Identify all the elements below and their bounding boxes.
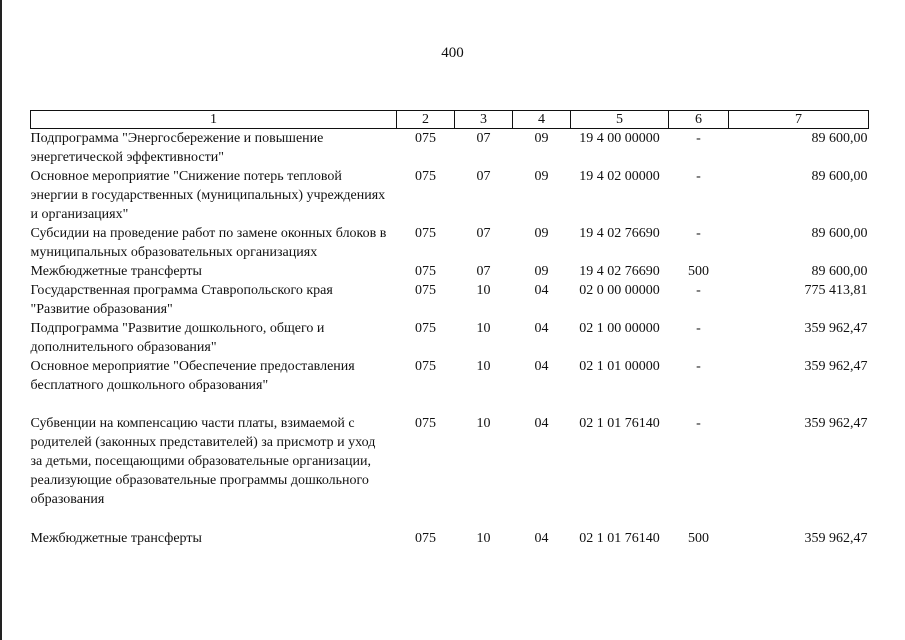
row-col-3: 07 xyxy=(476,226,491,241)
table-header-row xyxy=(31,111,869,129)
row-col-5: 19 4 02 76690 xyxy=(579,264,660,279)
row-col-7: 775 413,81 xyxy=(804,283,868,298)
row-col-7: 89 600,00 xyxy=(811,131,868,146)
row-col-3: 10 xyxy=(476,359,491,374)
row-col-6: - xyxy=(696,359,701,374)
row-col-6: - xyxy=(696,131,701,146)
column-header-4: 4 xyxy=(513,111,571,129)
row-col-5: 19 4 02 00000 xyxy=(579,169,660,184)
row-col-4: 09 xyxy=(534,131,549,146)
row-name: Основное мероприятие "Снижение потерь тепловой энергии в государственных (муниципальных) учреждениях и организациях" xyxy=(30,169,386,222)
row-col-7: 359 962,47 xyxy=(804,531,868,546)
row-col-3: 10 xyxy=(476,321,491,336)
row-col-4: 09 xyxy=(534,264,549,279)
row-col-5: 02 1 01 00000 xyxy=(579,359,660,374)
row-col-4: 04 xyxy=(534,283,549,298)
row-name: Субсидии на проведение работ по замене оконных блоков в муниципальных образовательных организациях xyxy=(30,226,387,260)
row-name: Подпрограмма "Развитие дошкольного, общего и дополнительного образования" xyxy=(30,321,325,355)
row-col-2: 075 xyxy=(415,531,436,546)
table-row xyxy=(31,357,869,414)
row-col-2: 075 xyxy=(415,359,436,374)
row-col-2: 075 xyxy=(415,264,436,279)
row-col-5: 02 1 01 76140 xyxy=(579,416,660,431)
row-col-3: 10 xyxy=(476,531,491,546)
table-row xyxy=(31,319,869,357)
row-name: Межбюджетные трансферты xyxy=(30,531,202,546)
row-col-4: 04 xyxy=(534,416,549,431)
table-row xyxy=(31,281,869,319)
row-col-6: - xyxy=(696,283,701,298)
row-col-7: 89 600,00 xyxy=(811,169,868,184)
row-col-2: 075 xyxy=(415,416,436,431)
row-col-5: 19 4 00 00000 xyxy=(579,131,660,146)
row-col-3: 10 xyxy=(476,283,491,298)
page-left-border xyxy=(0,0,2,640)
page-number: 400 xyxy=(441,45,464,61)
table-row xyxy=(31,262,869,281)
row-col-7: 359 962,47 xyxy=(804,416,868,431)
table-row xyxy=(31,129,869,168)
row-col-4: 09 xyxy=(534,169,549,184)
row-col-4: 04 xyxy=(534,321,549,336)
row-col-3: 10 xyxy=(476,416,491,431)
row-col-7: 359 962,47 xyxy=(804,321,868,336)
row-name: Субвенции на компенсацию части платы, взимаемой с родителей (законных представителей) за присмотр и уход за детьми, посещающими образовательные организации, реализующие образовательные программы дошкольного образования xyxy=(30,416,376,507)
row-col-4: 04 xyxy=(534,359,549,374)
row-col-5: 02 0 00 00000 xyxy=(579,283,660,298)
row-col-2: 075 xyxy=(415,226,436,241)
column-header-3: 3 xyxy=(455,111,513,129)
row-col-5: 02 1 01 76140 xyxy=(579,531,660,546)
row-col-6: 500 xyxy=(688,264,709,279)
row-col-2: 075 xyxy=(415,169,436,184)
row-col-6: - xyxy=(696,416,701,431)
row-col-2: 075 xyxy=(415,131,436,146)
row-col-3: 07 xyxy=(476,264,491,279)
column-header-1: 1 xyxy=(31,111,397,129)
table-row xyxy=(31,224,869,262)
row-name: Подпрограмма "Энергосбережение и повышение энергетической эффективности" xyxy=(30,131,324,165)
table-row xyxy=(31,529,869,548)
row-col-6: - xyxy=(696,321,701,336)
row-col-3: 07 xyxy=(476,169,491,184)
column-header-5: 5 xyxy=(571,111,669,129)
column-header-2: 2 xyxy=(397,111,455,129)
row-col-7: 89 600,00 xyxy=(811,226,868,241)
row-col-2: 075 xyxy=(415,283,436,298)
row-name: Межбюджетные трансферты xyxy=(30,264,202,279)
table-row xyxy=(31,167,869,224)
row-col-5: 19 4 02 76690 xyxy=(579,226,660,241)
row-col-7: 89 600,00 xyxy=(811,264,868,279)
row-col-4: 04 xyxy=(534,531,549,546)
row-col-3: 07 xyxy=(476,131,491,146)
row-col-2: 075 xyxy=(415,321,436,336)
row-col-6: - xyxy=(696,169,701,184)
table-row xyxy=(31,414,869,529)
row-name: Государственная программа Ставропольского края "Развитие образования" xyxy=(30,283,333,317)
budget-table xyxy=(30,110,869,548)
row-col-5: 02 1 00 00000 xyxy=(579,321,660,336)
column-header-6: 6 xyxy=(669,111,729,129)
row-col-6: - xyxy=(696,226,701,241)
row-name: Основное мероприятие "Обеспечение предоставления бесплатного дошкольного образования" xyxy=(30,359,355,393)
column-header-7: 7 xyxy=(729,111,869,129)
row-col-6: 500 xyxy=(688,531,709,546)
row-col-7: 359 962,47 xyxy=(804,359,868,374)
row-col-4: 09 xyxy=(534,226,549,241)
budget-table-container xyxy=(30,110,868,548)
